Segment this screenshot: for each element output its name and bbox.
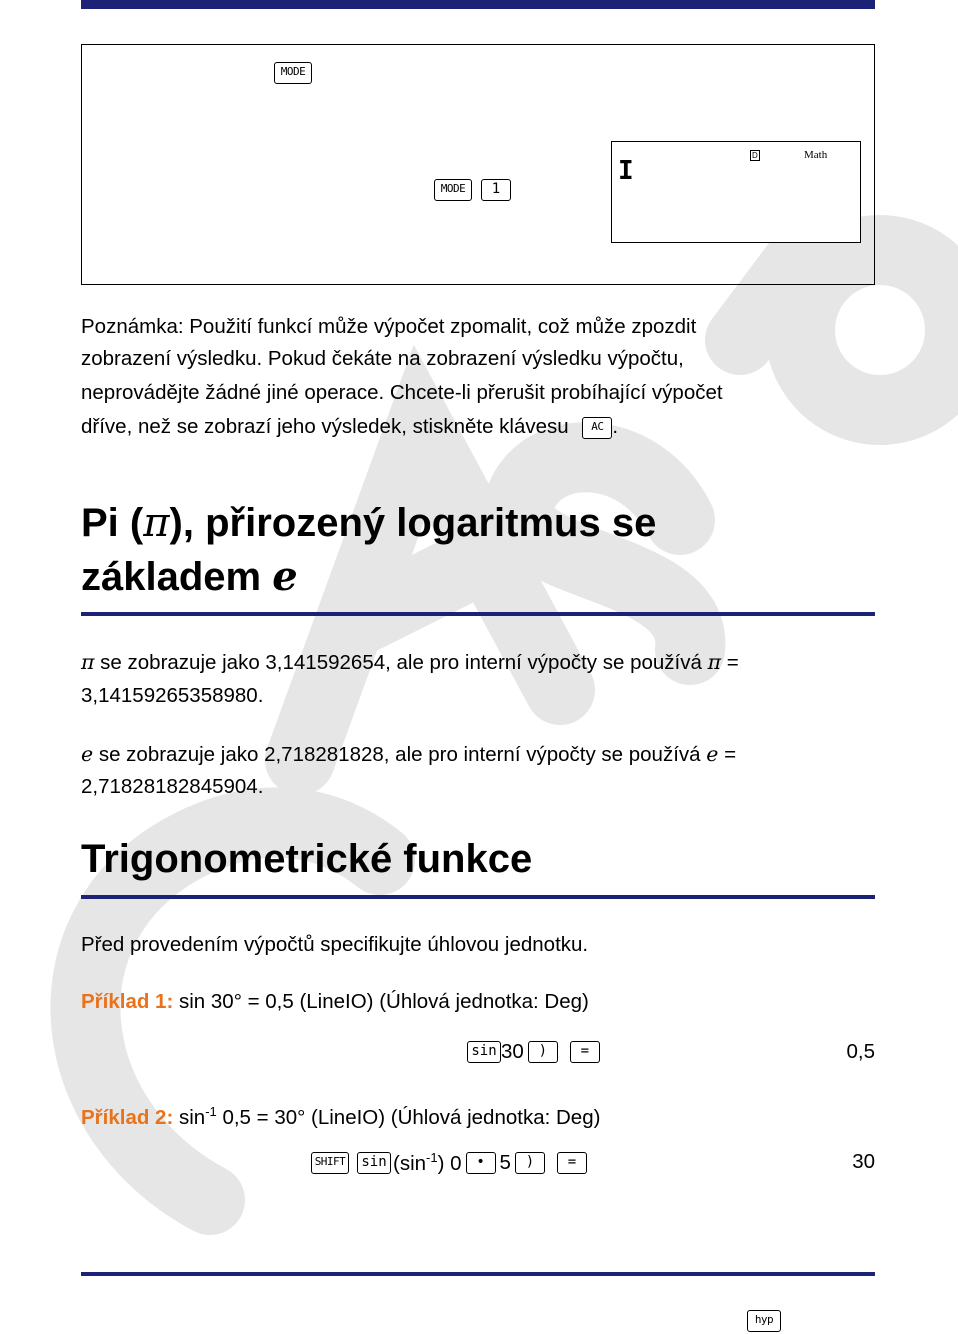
title-part-1: Pi ( — [81, 501, 144, 545]
bottom-rule — [81, 1272, 875, 1276]
note-line-4 — [81, 410, 875, 444]
example-2-text: 0,5 = 30° (LineIO) (Úhlová jednotka: Deg) — [216, 1105, 601, 1129]
ex2-label-sup: -1 — [426, 1150, 438, 1165]
sin-key: sin — [467, 1041, 501, 1063]
hyp-key: hyp — [747, 1310, 781, 1332]
mode-key-2: MODE — [434, 179, 472, 201]
pi-symbol-2: π — [707, 650, 722, 674]
note-line-4-end: . — [612, 415, 619, 438]
top-rule — [81, 0, 875, 9]
pi-text: se zobrazuje jako 3,141592654, ale pro interní výpočty se používá — [94, 651, 708, 674]
example-2-heading — [81, 1095, 875, 1135]
example-2-sup: -1 — [205, 1104, 217, 1119]
example-1-keys — [467, 1040, 600, 1064]
example-2-sin: sin — [173, 1105, 206, 1129]
e-line-1 — [81, 737, 875, 772]
section-title-trig: Trigonometrické funkce — [81, 837, 533, 881]
mode-key: MODE — [274, 62, 312, 84]
ex2-label-b: ) 0 — [437, 1151, 462, 1175]
equals-key-2: = — [557, 1152, 587, 1174]
title-pi-symbol: π — [143, 500, 170, 546]
key-1: 1 — [481, 179, 511, 201]
section-1-rule — [81, 612, 875, 616]
title-part-2: ), přirozený logaritmus se — [169, 501, 657, 545]
section-2-rule — [81, 895, 875, 899]
ex2-label-a: (sin — [393, 1151, 427, 1175]
example-2-keys — [311, 1150, 587, 1176]
e-symbol: e — [81, 742, 94, 766]
example-2-label: Příklad 2: — [81, 1105, 174, 1129]
example-1-label: Příklad 1: — [81, 990, 174, 1013]
decimal-key: • — [466, 1152, 496, 1174]
sin-key-2: sin — [357, 1152, 391, 1174]
ex1-number: 30 — [501, 1040, 524, 1063]
pi-value: 3,14159265358980. — [81, 684, 264, 707]
ex2-five: 5 — [499, 1150, 511, 1174]
lcd-deg-indicator: D — [752, 151, 758, 160]
section-title-pi — [81, 497, 656, 550]
e-value: 2,71828182845904. — [81, 775, 264, 798]
pi-eq: = — [721, 651, 739, 674]
title-line-2: základem — [81, 555, 273, 599]
e-text: se zobrazuje jako 2,718281828, ale pro interní výpočty se používá — [93, 743, 707, 766]
example-1-heading — [81, 985, 875, 1019]
example-1-text: sin 30° = 0,5 (LineIO) (Úhlová jednotka: Deg) — [173, 990, 589, 1013]
e-eq: = — [718, 743, 737, 766]
note-line-1: Poznámka: Použití funkcí může výpočet zpomalit, což může zpozdit — [81, 315, 697, 338]
pi-line-1 — [81, 645, 875, 680]
shift-key: SHIFT — [311, 1152, 349, 1174]
note-line-2: zobrazení výsledku. Pokud čekáte na zobrazení výsledku výpočtu, — [81, 347, 684, 370]
close-paren-key: ) — [528, 1041, 558, 1063]
ex2-label — [393, 1150, 462, 1176]
example-2-result: 30 — [852, 1150, 875, 1173]
example-1-result: 0,5 — [846, 1040, 875, 1063]
close-paren-key-2: ) — [515, 1152, 545, 1174]
e-symbol-2: e — [706, 742, 719, 766]
section-title-pi-line2 — [81, 550, 298, 604]
note-line-4-text: dříve, než se zobrazí jeho výsledek, stiskněte klávesu — [81, 415, 569, 438]
ac-key: AC — [582, 417, 612, 439]
calculator-display — [611, 141, 861, 243]
title-e-symbol: e — [272, 553, 298, 600]
equals-key: = — [570, 1041, 600, 1063]
lcd-math-indicator: Math — [804, 149, 828, 161]
trig-intro: Před provedením výpočtů specifikujte úhlovou jednotku. — [81, 933, 589, 956]
note-line-3: neprovádějte žádné jiné operace. Chcete-li přerušit probíhající výpočet — [81, 381, 723, 404]
lcd-cursor: I — [618, 156, 634, 186]
pi-symbol: π — [81, 650, 95, 674]
